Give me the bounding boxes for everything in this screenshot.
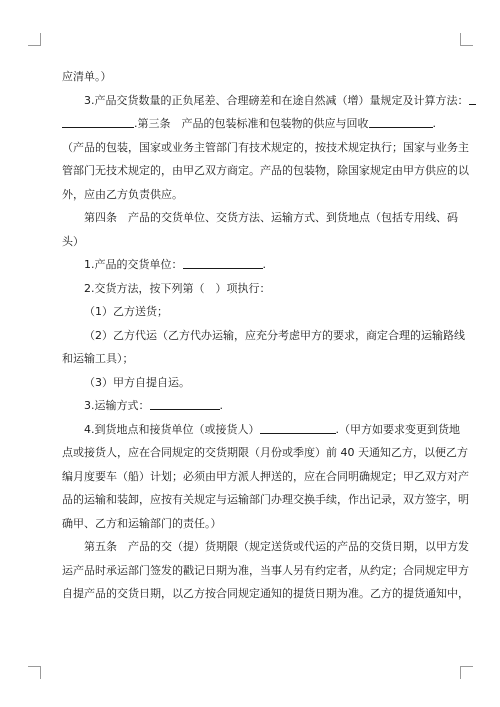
- paragraph-line: 3.产品交货数量的正负尾差、合理磅差和在途自然减（增）量规定及计算方法：: [62, 89, 442, 113]
- fill-in-blank[interactable]: [469, 91, 476, 105]
- article-heading: 第四条 产品的交货单位、交货方法、运输方式、到货地点（包括专用线、码: [84, 211, 458, 224]
- fill-in-blank[interactable]: [150, 396, 220, 410]
- paragraph-line: 4.到货地点和接货单位（或接货人） .（甲方如要求变更到货地: [62, 418, 442, 442]
- paragraph-line: 点或接货人，应在合同规定的交货期限（月份或季度）前 40 天通知乙方，以便乙方: [62, 446, 468, 459]
- fill-in-blank[interactable]: [183, 255, 263, 269]
- fill-in-blank[interactable]: [260, 420, 336, 434]
- paragraph-line: 运产品时承运部门签发的戳记日期为准，当事人另有约定者，从约定；合同规定甲方: [62, 563, 469, 577]
- paragraph-line: 和运输工具）；: [62, 352, 134, 365]
- paragraph-line: 确甲、乙方和运输部门的责任。）: [62, 516, 222, 530]
- paragraph-line: （2）乙方代运（乙方代办运输，应充分考虑甲方的要求，商定合理的运输路线: [84, 328, 465, 342]
- paragraph-line: （3）甲方自提自运。: [84, 375, 190, 389]
- paragraph-line: 头）: [62, 234, 84, 248]
- paragraph-line: 3.运输方式： .: [62, 394, 442, 418]
- fill-in-blank[interactable]: [369, 114, 433, 128]
- paragraph-line: 自提产品的交货日期，以乙方按合同规定通知的提货日期为准。乙方的提货通知中，: [62, 587, 469, 600]
- paragraph-line: 1.产品的交货单位： .: [62, 253, 442, 277]
- document-body: [62, 65, 469, 606]
- paragraph-line: 应清单。）: [62, 70, 112, 83]
- paragraph-line: （产品的包装，国家或业务主管部门有技术规定的，按技术规定执行；国家与业务主: [62, 140, 469, 154]
- paragraph-line: （1）乙方送货；: [84, 305, 168, 318]
- paragraph-line: .第三条 产品的包装标准和包装物的供应与回收 .: [62, 112, 442, 136]
- paragraph-line: 编月度要车（船）计划；必须由甲方派人押送的，应在合同明确规定；甲乙双方对产: [62, 469, 469, 483]
- fill-in-blank[interactable]: [62, 114, 134, 128]
- crop-mark-top-left: [28, 33, 41, 46]
- article-heading: 第五条 产品的交（提）货期限（规定送货或代运的产品的交货日期，以甲方发: [84, 540, 469, 553]
- crop-mark-top-right: [460, 33, 473, 46]
- crop-mark-bottom-left: [28, 666, 41, 679]
- paragraph-line: 管部门无技术规定的，由甲乙双方商定。产品的包装物，除国家规定由甲方供应的以: [62, 164, 469, 177]
- paragraph-line: 2.交货方法，按下列第（ ）项执行：: [84, 281, 271, 295]
- crop-mark-bottom-right: [460, 666, 473, 679]
- paragraph-line: 品的运输和装卸，应按有关规定与运输部门办理交换手续，作出记录，双方签字，明: [62, 493, 469, 506]
- paragraph-line: 外，应由乙方负责供应。: [62, 187, 183, 201]
